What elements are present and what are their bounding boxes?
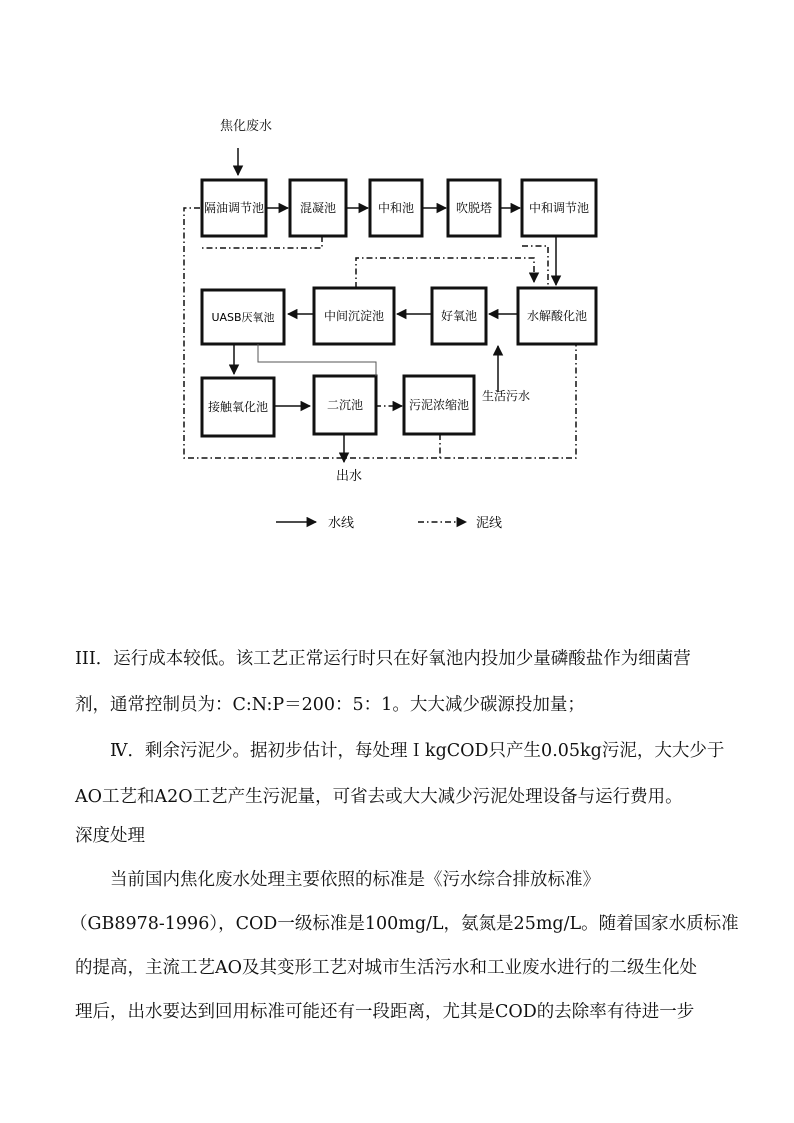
box-label: 水解酸化池 [526,309,588,323]
paragraph-line: 理后，出水要达到回用标准可能还有一段距离，尤其是COD的去除率有待进一步 [75,1002,695,1022]
section-heading: 深度处理 [75,826,145,846]
paragraph-line: 剂，通常控制员为：C:N:P＝200：5：1。大大减少碳源投加量； [75,695,585,715]
box-label: 混凝池 [299,201,337,215]
box-sludge-thickener [404,376,474,434]
box-hydrolysis-acidification-tank [518,288,596,344]
paragraph-line: AO工艺和A2O工艺产生污泥量，可省去或大大减少污泥处理设备与运行费用。 [75,787,683,807]
box-uasb-anaerobic-tank [202,290,284,344]
box-label: 二沉池 [326,398,364,412]
box-label: 中和池 [377,201,415,215]
legend-sludge-label: 泥线 [476,516,503,531]
input-label: 焦化废水 [220,119,273,134]
box-label: 接触氧化池 [207,400,269,414]
box-label: 中和调节池 [528,201,590,215]
box-label: 好氧池 [440,309,478,323]
box-stripping-tower [448,180,500,236]
box-neutralization-tank [370,180,422,236]
box-label: UASB厌氧池 [211,311,275,324]
box-oil-separation-tank [202,180,266,236]
paragraph-line: 当前国内焦化废水处理主要依照的标准是《污水综合排放标准》 [110,870,600,890]
box-coagulation-tank [290,180,346,236]
legend-water-label: 水线 [328,516,355,531]
side-input-label: 生活污水 [482,389,531,403]
box-intermediate-settling-tank [314,288,394,344]
paragraph-line: 的提高，主流工艺AO及其变形工艺对城市生活污水和工业废水进行的二级生化处 [75,958,697,978]
output-label: 出水 [336,469,363,484]
box-label: 污泥浓缩池 [408,398,470,412]
sludge-return-line [258,344,376,376]
box-label: 吹脱塔 [455,201,493,215]
box-label: 中间沉淀池 [323,309,385,323]
paragraph-line: Ⅳ．剩余污泥少。据初步估计，每处理ＩkgCOD只产生0.05kg污泥，大大少于 [110,741,725,761]
box-label: 隔油调节池 [203,201,265,215]
box-contact-oxidation-tank [202,378,274,436]
box-aerobic-tank [432,288,486,344]
box-secondary-settling-tank [314,376,376,434]
box-neutral-regulating-tank [522,180,596,236]
paragraph-line: （GB8978-1996），COD一级标准是100mg/L，氨氮是25mg/L。随着国家水质标准 [70,914,739,934]
paragraph-line: III．运行成本较低。该工艺正常运行时只在好氧池内投加少量磷酸盐作为细菌营 [75,649,691,669]
